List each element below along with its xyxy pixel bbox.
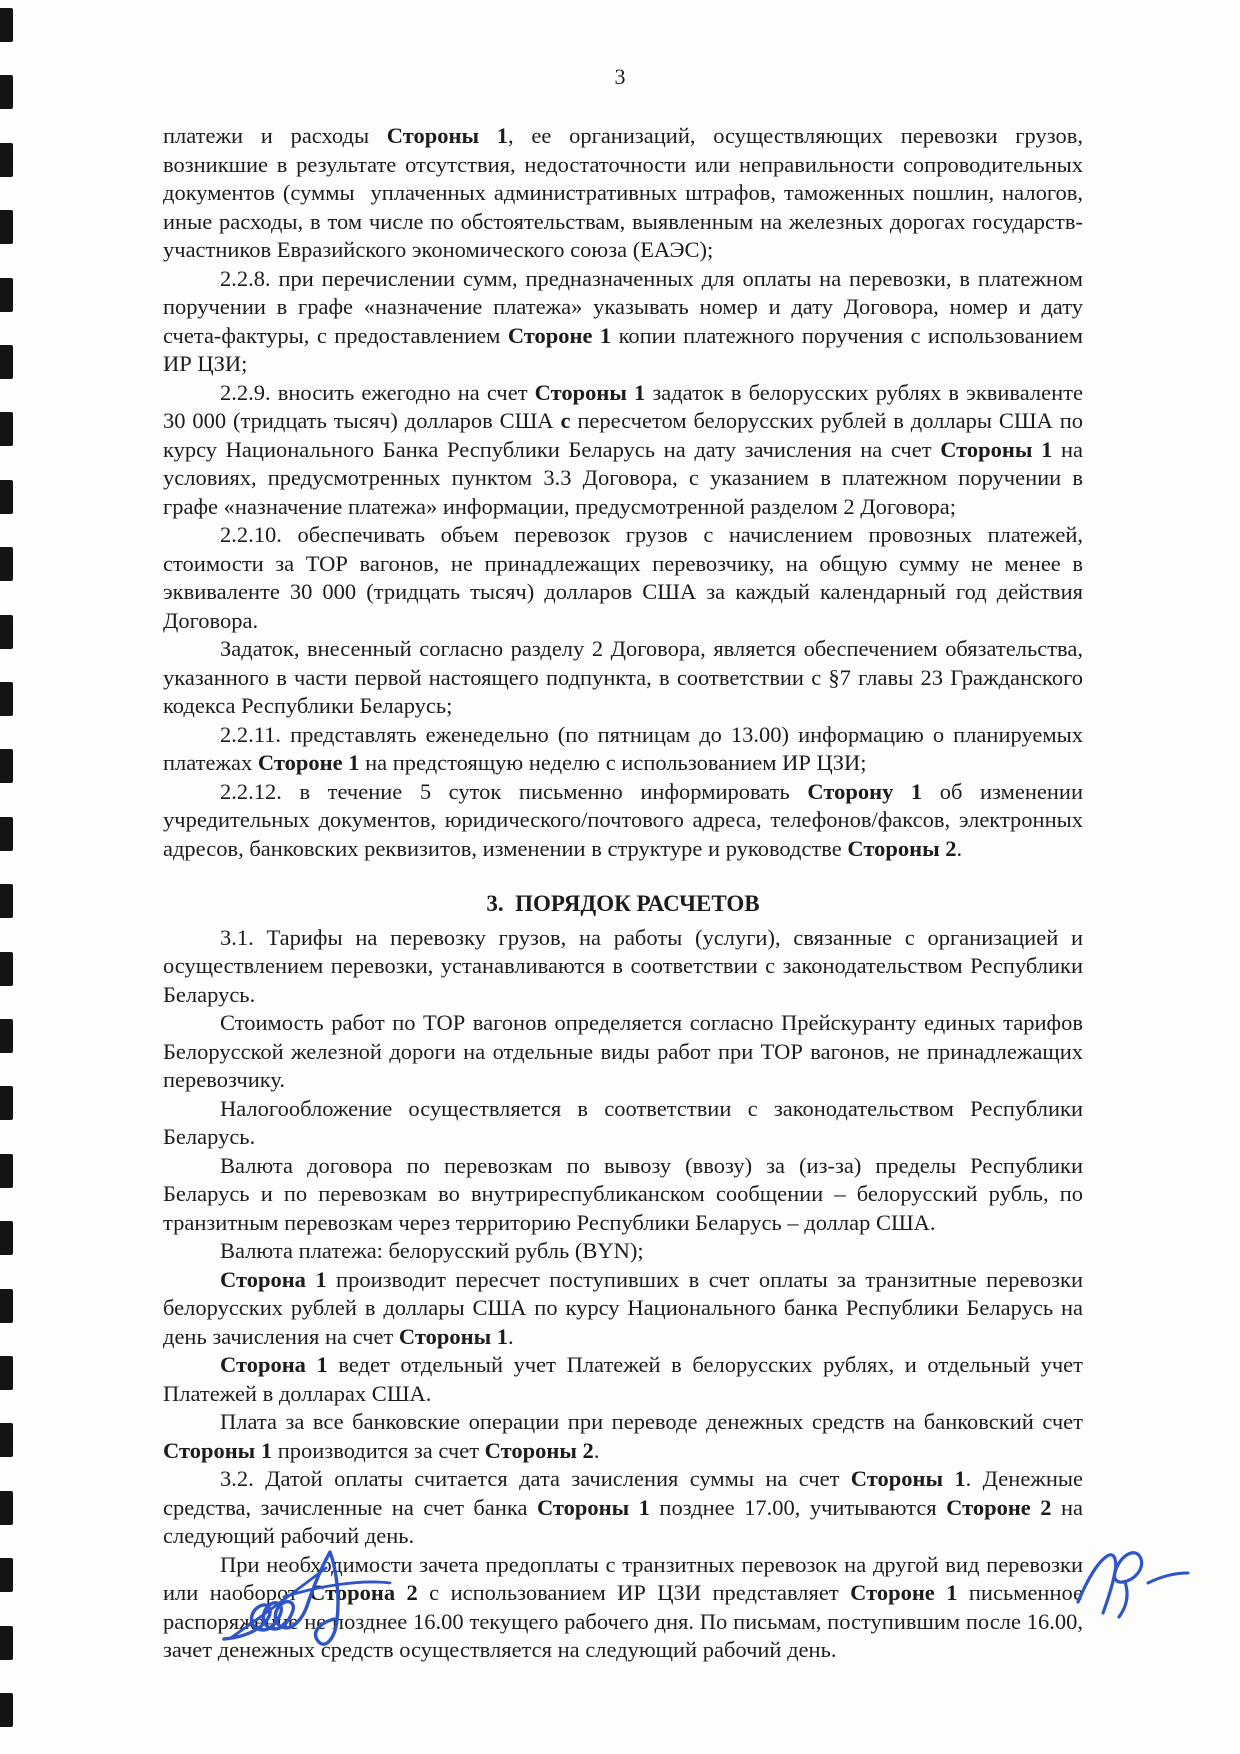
paragraph-deposit: Задаток, внесенный согласно разделу 2 Договора, является обеспечением обязательства, указанного в части первой настоящего подпункта, в соответствии с §7 главы 23 Гражданского кодекса Республики Беларусь;: [163, 636, 1083, 718]
scan-artifact: [0, 210, 13, 244]
paragraph-taxation: Налогообложение осуществляется в соответствии с законодательством Республики Беларусь.: [163, 1095, 1083, 1149]
scan-artifact: [0, 480, 13, 514]
signature-left: [212, 1540, 408, 1665]
scan-artifact: [0, 1491, 13, 1525]
scan-artifact-strip: [0, 0, 24, 1754]
paragraph-2-2-9: 2.2.9. вносить ежегодно на счет Стороны 1 задаток в белорусских рублях в эквиваленте 30 000 (тридцать тысяч) долларов США с пересчетом белорусских рублей в доллары США по курсу Национального Банка Республики Беларусь на дату зачисления на счет Стороны 1 на условиях, предусмотренных пунктом 3.3 Договора, с указанием в платежном поручении в графе «назначение платежа» информации, предусмотренной разделом 2 Договора;: [163, 379, 1083, 519]
paragraph-2-2-11: 2.2.11. представлять еженедельно (по пятницам до 13.00) информацию о планируемых платежах Стороне 1 на предстоящую неделю с использованием ИР ЦЗИ;: [163, 721, 1083, 775]
page-number: 3: [614, 64, 626, 89]
scan-artifact: [0, 8, 13, 42]
scan-artifact: [0, 1154, 13, 1188]
scan-artifact: [0, 884, 13, 918]
signature-right: [1068, 1538, 1202, 1643]
scan-artifact: [0, 143, 13, 177]
scan-artifact: [0, 1693, 13, 1727]
scan-artifact: [0, 1289, 13, 1323]
scan-artifact: [0, 345, 13, 379]
paragraph-2-2-10: 2.2.10. обеспечивать объем перевозок грузов с начислением провозных платежей, стоимости за ТОР вагонов, не принадлежащих перевозчику, на общую сумму не менее в эквиваленте 30 000 (тридцать тысяч) долларов США за каждый календарный год действия Договора.: [163, 522, 1083, 633]
scan-artifact: [0, 817, 13, 851]
paragraph-payment-currency: Валюта платежа: белорусский рубль (BYN);: [220, 1238, 644, 1263]
scan-artifact: [0, 682, 13, 716]
paragraph-separate-accounting: Сторона 1 ведет отдельный учет Платежей в белорусских рублях, и отдельный учет Платежей в долларах США.: [163, 1352, 1083, 1406]
scan-artifact: [0, 412, 13, 446]
scan-artifact: [0, 547, 13, 581]
paragraph-3-1: 3.1. Тарифы на перевозку грузов, на работы (услуги), связанные с организацией и осуществлением перевозки, устанавливаются в соответствии с законодательством Республики Беларусь.: [163, 924, 1083, 1007]
paragraph-contract-currency: Валюта договора по перевозкам по вывозу (ввозу) за (из-за) пределы Республики Беларусь и по перевозкам во внутриреспубликанском сообщении – белорусский рубль, по транзитным перевозкам через территорию Республики Беларусь – доллар США.: [163, 1152, 1083, 1235]
scan-artifact: [0, 1221, 13, 1255]
paragraph-tor-cost: Стоимость работ по ТОР вагонов определяется согласно Прейскуранту единых тарифов Белорусской железной дороги на отдельные виды работ при ТОР вагонов, не принадлежащих перевозчику.: [163, 1010, 1083, 1092]
scan-artifact: [0, 1626, 13, 1660]
document-body: [163, 122, 1083, 1665]
paragraph-bank-fees: Плата за все банковские операции при переводе денежных средств на банковский счет Стороны 1 производится за счет Стороны 2.: [163, 1409, 1083, 1463]
scan-artifact: [0, 1019, 13, 1053]
paragraph-offset: При необходимости зачета предоплаты с транзитных перевозок на другой вид перевозки или наоборот Сторона 2 с использованием ИР ЦЗИ представляет Стороне 1 письменное распоряжение не позднее 16.00 текущего рабочего дня. По письмам, поступившим после 16.00, зачет денежных средств осуществляется на следующий рабочий день.: [163, 1551, 1084, 1662]
scan-artifact: [0, 1086, 13, 1120]
paragraph-2-2-8: 2.2.8. при перечислении сумм, предназначенных для оплаты на перевозки, в платежном поручении в графе «назначение платежа» указывать номер и дату Договора, номер и дату счета-фактуры, с предоставлением Стороне 1 копии платежного поручения с использованием ИР ЦЗИ;: [163, 265, 1084, 376]
heading-section-3: 3. ПОРЯДОК РАСЧЕТОВ: [486, 891, 760, 916]
scan-artifact: [0, 1558, 13, 1592]
scan-artifact: [0, 615, 13, 649]
scan-artifact: [0, 1423, 13, 1457]
paragraph-conversion: Сторона 1 производит пересчет поступивших в счет оплаты за транзитные перевозки белорусских рублей в доллары США по курсу Национального банка Республики Беларусь на день зачисления на счет Стороны 1.: [163, 1266, 1084, 1349]
paragraph-2-2-12: 2.2.12. в течение 5 суток письменно информировать Сторону 1 об изменении учредительных документов, юридического/почтового адреса, телефонов/факсов, электронных адресов, банковских реквизитов, изменении в структуре и руководстве Стороны 2.: [163, 778, 1083, 861]
scan-artifact: [0, 749, 13, 783]
paragraph-continuation: платежи и расходы Стороны 1, ее организаций, осуществляющих перевозки грузов, возникшие в результате отсутствия, недостаточности или неправильности сопроводительных документов (суммы уплаченных административных штрафов, таможенных пошлин, налогов, иные расходы, в том числе по обстоятельствам, выявленным на железных дорогах государств-участников Евразийского экономического союза (ЕАЭС);: [163, 123, 1083, 262]
scan-artifact: [0, 1356, 13, 1390]
scan-artifact: [0, 278, 13, 312]
paragraph-3-2: 3.2. Датой оплаты считается дата зачисления суммы на счет Стороны 1. Денежные средства, зачисленные на счет банка Стороны 1 позднее 17.00, учитываются Стороне 2 на следующий рабочий день.: [163, 1466, 1084, 1548]
scan-artifact: [0, 952, 13, 986]
